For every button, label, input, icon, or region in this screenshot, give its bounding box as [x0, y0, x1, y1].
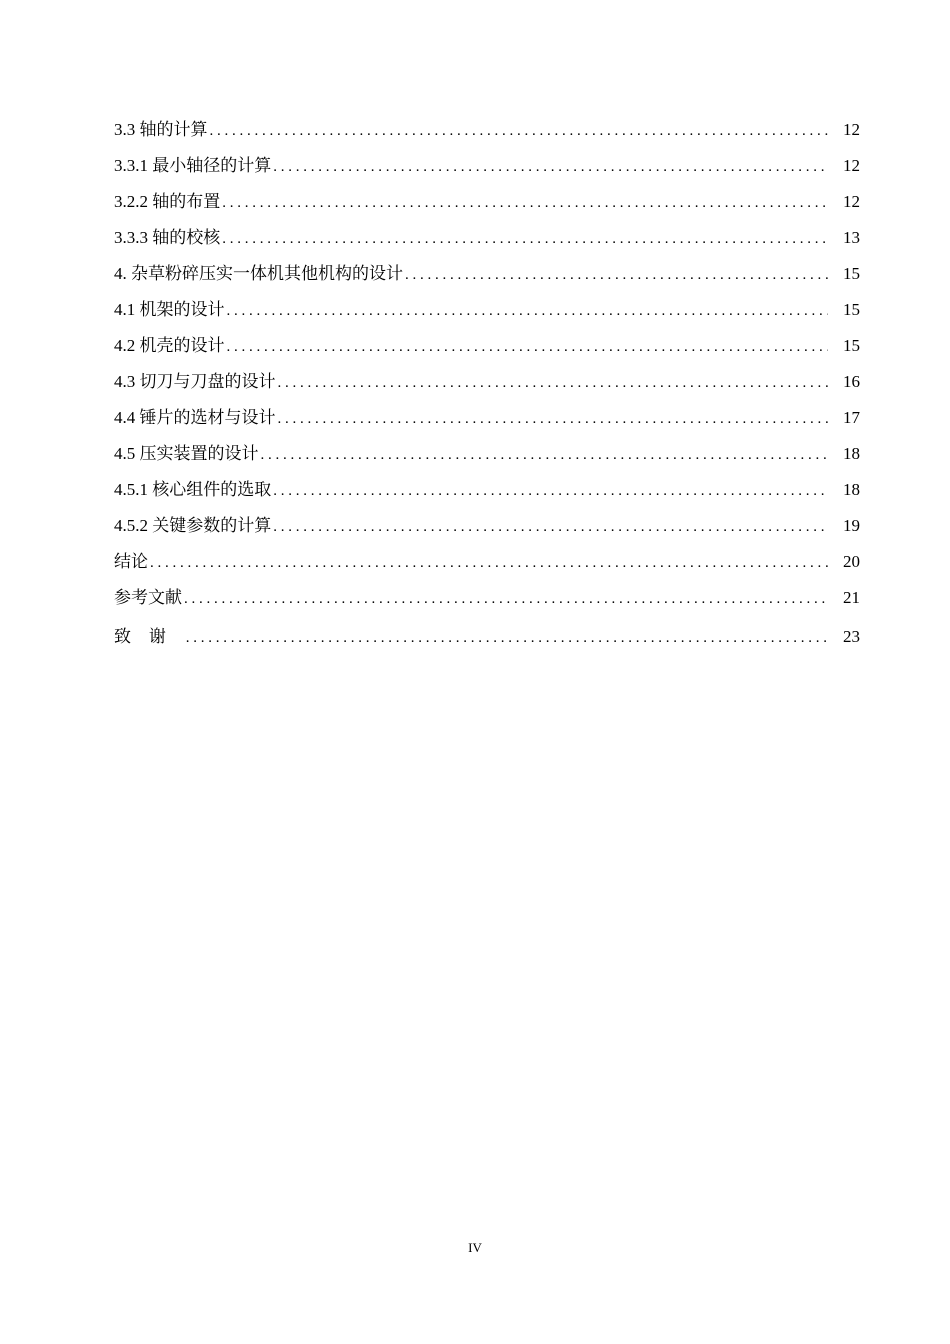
toc-entry[interactable]	[114, 262, 860, 298]
toc-entry[interactable]	[114, 406, 860, 442]
toc-entry-page: 15	[843, 336, 860, 355]
dot-leader	[278, 407, 829, 431]
dot-leader	[186, 626, 828, 650]
toc-entry-page: 16	[843, 372, 860, 391]
toc-entry[interactable]	[114, 118, 860, 154]
toc-entry-title: 结论	[114, 552, 148, 571]
toc-entry-title: 4.4 锤片的选材与设计	[114, 408, 276, 427]
toc-entry[interactable]	[114, 334, 860, 370]
dot-leader	[261, 443, 829, 467]
toc-entry-title: 4. 杂草粉碎压实一体机其他机构的设计	[114, 264, 403, 283]
toc-entry-page: 17	[843, 408, 860, 427]
toc-entry-title: 3.3.3 轴的校核	[114, 228, 221, 247]
toc-entry[interactable]	[114, 442, 860, 478]
toc-entry-page: 21	[843, 588, 860, 607]
toc-entry-page: 19	[843, 516, 860, 535]
toc-entry-page: 15	[843, 300, 860, 319]
toc-entry[interactable]	[114, 586, 860, 622]
toc-entry[interactable]	[114, 550, 860, 586]
dot-leader	[227, 299, 829, 323]
toc-entry[interactable]	[114, 190, 860, 226]
dot-leader	[278, 371, 829, 395]
toc-entry-page: 18	[843, 480, 860, 499]
toc-entry-title: 4.3 切刀与刀盘的设计	[114, 372, 276, 391]
dot-leader	[273, 515, 828, 539]
dot-leader	[184, 587, 828, 611]
toc-entry-title: 4.5.2 关键参数的计算	[114, 516, 272, 535]
dot-leader	[273, 155, 828, 179]
table-of-contents	[114, 118, 860, 661]
toc-entry-title: 参考文献	[114, 588, 182, 607]
toc-entry-title: 3.3 轴的计算	[114, 120, 208, 139]
toc-entry-page: 12	[843, 120, 860, 139]
toc-entry-page: 13	[843, 228, 860, 247]
toc-entry-title: 4.5.1 核心组件的选取	[114, 480, 272, 499]
dot-leader	[222, 191, 828, 215]
toc-entry-title: 4.2 机壳的设计	[114, 336, 225, 355]
dot-leader	[227, 335, 829, 359]
toc-entry-page: 12	[843, 156, 860, 175]
dot-leader	[210, 119, 829, 143]
page-number-footer: IV	[468, 1240, 482, 1255]
toc-entry-page: 23	[843, 627, 860, 646]
toc-entry[interactable]	[114, 514, 860, 550]
toc-entry-title: 致谢	[114, 627, 184, 646]
dot-leader	[222, 227, 828, 251]
toc-entry[interactable]	[114, 154, 860, 190]
toc-entry[interactable]	[114, 298, 860, 334]
toc-entry[interactable]	[114, 226, 860, 262]
toc-entry-title: 4.1 机架的设计	[114, 300, 225, 319]
dot-leader	[405, 263, 828, 287]
toc-entry-page: 20	[843, 552, 860, 571]
toc-entry-page: 18	[843, 444, 860, 463]
dot-leader	[150, 551, 828, 575]
toc-entry-title: 3.2.2 轴的布置	[114, 192, 221, 211]
toc-entry-title: 4.5 压实装置的设计	[114, 444, 259, 463]
toc-entry[interactable]	[114, 625, 860, 661]
toc-entry[interactable]	[114, 478, 860, 514]
dot-leader	[273, 479, 828, 503]
toc-entry-page: 15	[843, 264, 860, 283]
toc-entry[interactable]	[114, 370, 860, 406]
toc-entry-title: 3.3.1 最小轴径的计算	[114, 156, 272, 175]
toc-entry-page: 12	[843, 192, 860, 211]
